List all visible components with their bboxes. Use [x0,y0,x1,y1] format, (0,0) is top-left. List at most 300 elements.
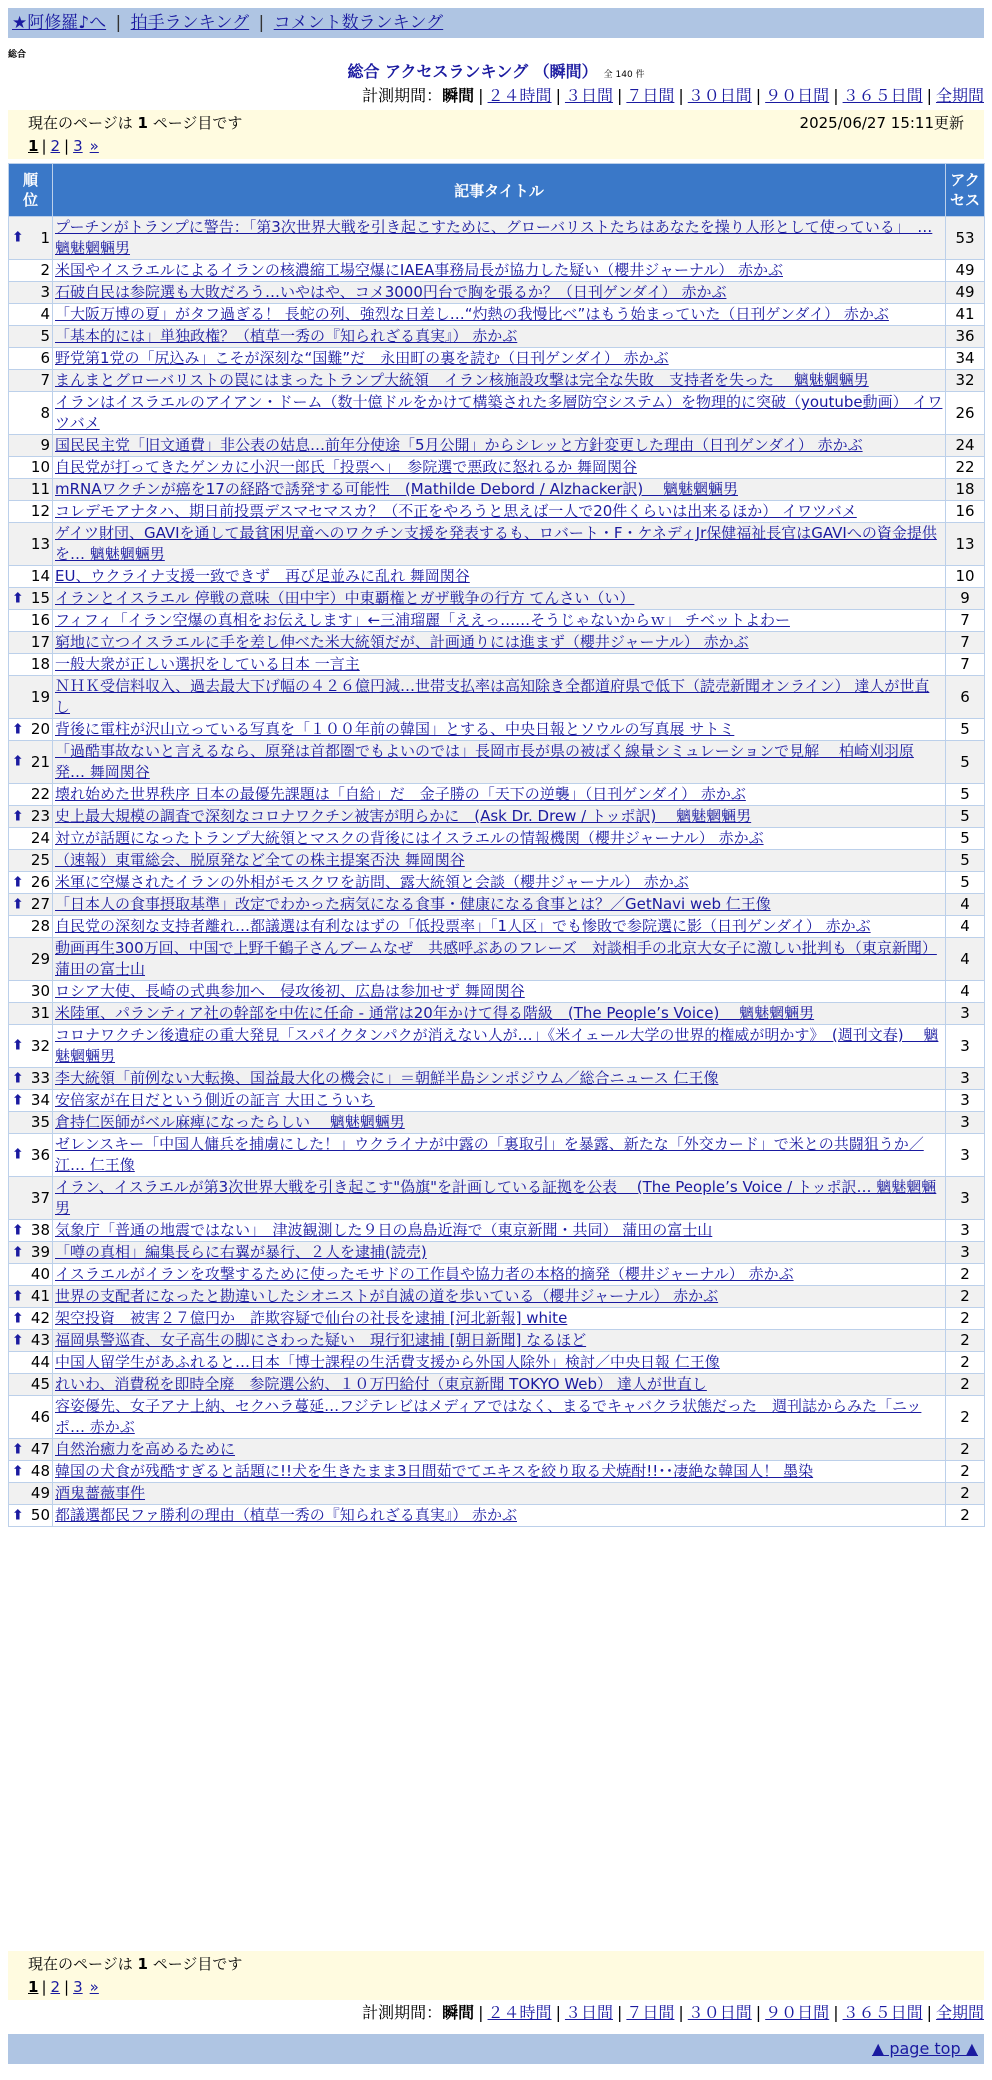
nav-separator: | [115,13,122,33]
period-separator: | [926,86,932,105]
article-title-link[interactable]: イラン、イスラエルが第3次世界大戦を引き起こす"偽旗"を計画している証拠を公表 (The People’s Voice / トッポ訳… 魑魅魍魎男 [55,1178,937,1217]
rank-number: 8 [40,403,50,422]
period-separator: | [555,86,561,105]
rank-number: 1 [40,228,50,247]
table-row [9,1461,985,1483]
period-separator: | [833,2003,839,2022]
title-cell [53,981,946,1003]
table-row [9,916,985,938]
rank-cell [9,1264,53,1286]
period-option-link[interactable]: ７日間 [626,2003,675,2022]
title-cell [53,850,946,872]
title-cell [53,348,946,370]
access-count: 7 [946,610,985,632]
rank-number: 4 [40,305,50,323]
title-cell [53,1439,946,1461]
up-arrow-icon: ⬆ [12,1037,24,1054]
access-header-label: アクセス [949,171,980,209]
rank-cell [9,392,53,435]
table-row [9,326,985,348]
rank-cell [9,1461,53,1483]
rank-cell [9,741,53,784]
access-count: 4 [946,981,985,1003]
rank-number: 35 [30,1113,50,1131]
title-cell [53,1461,946,1483]
rank-header [9,164,53,217]
rank-cell [9,916,53,938]
up-arrow-icon: ⬆ [12,808,24,824]
table-row [9,676,985,719]
access-count: 3 [946,1134,985,1177]
page-info-prefix: 現在のページは [28,114,133,132]
article-title-link[interactable]: 韓国の犬食が残酷すぎると話題に!!犬を生きたまま3日間茹でてエキスを絞り取る犬焼酎!!･･凄絶な韓国人！ 墨染 [55,1462,814,1480]
rank-cell [9,348,53,370]
up-arrow-icon: ⬆ [12,1332,24,1348]
table-row [9,1439,985,1461]
period-separator: | [678,86,684,105]
access-count: 10 [946,566,985,588]
top-nav-bar [8,8,984,38]
article-title-link[interactable]: 都議選都民ファ勝利の理由（植草一秀の『知られざる真実』） 赤かぶ [55,1506,517,1524]
rank-number: 17 [30,633,50,651]
access-count: 3 [946,1242,985,1264]
access-count: 2 [946,1483,985,1505]
period-separator: | [926,2003,932,2022]
article-title-link[interactable]: 自然治癒力を高めるために [55,1440,236,1458]
rank-cell [9,479,53,501]
title-cell [53,938,946,981]
table-row [9,741,985,784]
article-title-link[interactable]: 「過酷事故ないと言えるなら、原発は首都圏でもよいのでは」長岡市長が県の被ばく線量シミュレーションで見解 柏崎刈羽原発… 舞岡関谷 [55,742,914,781]
up-arrow-icon: ⬆ [12,1288,24,1304]
up-arrow-icon: ⬆ [12,1310,24,1326]
rank-number: 20 [30,720,50,738]
bottom-bar [8,2034,984,2064]
title-cell [53,894,946,916]
page-info-prefix: 現在のページは [28,1955,133,1973]
access-count: 3 [946,1025,985,1068]
table-row [9,588,985,610]
rank-cell [9,1090,53,1112]
pager-current-page: 1 [28,1978,39,1996]
rank-number: 13 [30,534,50,553]
rank-number: 24 [30,829,50,847]
article-title-link[interactable]: イランはイスラエルのアイアン・ドーム（数十億ドルをかけて構築された多層防空システム）を物理的に突破（youtube動画） イワツバメ [55,393,943,432]
rank-cell [9,850,53,872]
access-count: 24 [946,435,985,457]
article-title-link[interactable]: 壊れ始めた世界秩序 日本の最優先課題は「自給」だ 金子勝の「天下の逆襲」（日刊ゲンダイ） 赤かぶ [55,785,746,803]
access-count: 9 [946,588,985,610]
table-row [9,1330,985,1352]
article-title-link[interactable]: ＮＨＫ受信料収入、過去最大下げ幅の４２６億円減…世帯支払率は高知除き全都道府県で低下（読売新聞オンライン） 達人が世直し [55,677,930,716]
table-row [9,457,985,479]
rank-number: 12 [30,502,50,520]
rank-number: 40 [30,1265,50,1283]
table-row [9,370,985,392]
rank-number: 46 [30,1407,50,1426]
table-row [9,1112,985,1134]
article-title-link[interactable]: 動画再生300万回、中国で上野千鶴子さんブームなぜ 共感呼ぶあのフレーズ 対談相手の北京大女子に激しい批判も（東京新聞） 蒲田の富士山 [55,939,937,978]
title-cell [53,1068,946,1090]
title-cell [53,479,946,501]
period-option-link[interactable]: ９０日間 [765,86,830,105]
title-cell [53,632,946,654]
rank-number: 22 [30,785,50,803]
page-info-number: 1 [137,1955,148,1973]
table-row [9,1090,985,1112]
access-count: 2 [946,1396,985,1439]
current-page-text [28,113,242,133]
period-separator: | [755,2003,762,2022]
up-arrow-icon: ⬆ [12,1441,24,1457]
article-title-link[interactable]: 史上最大規模の調査で深刻なコロナワクチン被害が明らかに (Ask Dr. Drew / トッポ訳) 魑魅魍魎男 [55,807,752,825]
table-row [9,304,985,326]
pager-separator: | [41,137,47,155]
period-option-link[interactable]: ２４時間 [487,2003,552,2022]
access-count: 13 [946,523,985,566]
article-title-link[interactable]: 容姿優先、女子アナ上納、セクハラ蔓延…フジテレビはメディアではなく、まるでキャバクラ状態だった 週刊誌からみた「ニッポ… 赤かぶ [55,1397,922,1436]
title-cell [53,435,946,457]
rank-cell [9,894,53,916]
table-row [9,610,985,632]
rank-cell [9,1308,53,1330]
title-cell [53,806,946,828]
pager-separator: | [64,137,70,155]
pager-next-link[interactable]: » [89,137,99,155]
article-title-link[interactable]: まんまとグローバリストの罠にはまったトランプ大統領 イラン核施設攻撃は完全な失敗 支持者を失った 魑魅魍魎男 [55,371,869,389]
rank-cell [9,282,53,304]
rank-cell [9,1352,53,1374]
table-row [9,1483,985,1505]
rank-number: 50 [30,1506,50,1524]
table-row [9,392,985,435]
rank-number: 39 [30,1243,50,1261]
pager-page-link[interactable]: 2 [50,1978,61,1996]
rank-number: 33 [30,1069,50,1087]
article-title-link[interactable]: コレデモアナタハ、期日前投票デスマセマスカ？（不正をやろうと思えば一人で20件くらいは出来るほか） イワツバメ [55,502,857,520]
rank-number: 43 [30,1331,50,1349]
rank-number: 32 [30,1036,50,1055]
table-row [9,1286,985,1308]
up-arrow-icon: ⬆ [12,1146,24,1163]
access-count: 16 [946,501,985,523]
access-count: 36 [946,326,985,348]
table-row [9,1264,985,1286]
rank-number: 48 [30,1462,50,1480]
article-title-link[interactable]: 架空投資 被害２７億円か 詐欺容疑で仙台の社長を逮捕 [河北新報] white [55,1309,568,1327]
article-title-link[interactable]: EU、ウクライナ支援一致できず 再び足並みに乱れ 舞岡関谷 [55,567,470,585]
rank-number: 41 [30,1287,50,1305]
rank-number: 26 [30,873,50,891]
title-cell [53,1483,946,1505]
rank-cell [9,501,53,523]
period-current: 瞬間 [442,2003,475,2022]
table-row [9,523,985,566]
article-title-link[interactable]: イランとイスラエル 停戦の意味（田中宇）中東覇権とガザ戦争の行方 てんさい（い） [55,589,635,607]
rank-number: 21 [30,752,50,771]
article-title-link[interactable]: 石破自民は参院選も大敗だろう…いやはや、コメ3000円台で胸を張るか？（日刊ゲンダイ） 赤かぶ [55,283,727,301]
pager-page-link[interactable]: 3 [73,1978,83,1996]
title-cell [53,588,946,610]
title-header: 記事タイトル [53,164,946,217]
title-cell [53,828,946,850]
table-row [9,1308,985,1330]
rank-cell [9,326,53,348]
period-option-link[interactable]: ２４時間 [487,86,552,105]
up-arrow-icon: ⬆ [12,874,24,890]
rank-cell [9,719,53,741]
rank-cell [9,654,53,676]
table-row [9,806,985,828]
access-count: 2 [946,1374,985,1396]
pager-separator: | [41,1978,47,1996]
comment-ranking-link[interactable]: コメント数ランキング [273,13,444,33]
table-row [9,1374,985,1396]
period-option-link[interactable]: ３６５日間 [842,86,923,105]
rank-number: 47 [30,1440,50,1458]
table-row [9,282,985,304]
rank-number: 28 [30,917,50,935]
article-title-link[interactable]: イスラエルがイランを攻撃するために使ったモサドの工作員や協力者の本格的摘発（櫻井ジャーナル） 赤かぶ [55,1265,794,1283]
article-title-link[interactable]: プーチンがトランプに警告：「第3次世界大戦を引き起こすために、グローバリストたちはあなたを操り人形として使っている」 … 魑魅魍魎男 [55,218,933,257]
article-title-link[interactable]: 酒鬼薔薇事件 [55,1484,146,1502]
article-title-link[interactable]: 倉持仁医師がベル麻痺になったらしい 魑魅魍魎男 [55,1113,405,1131]
access-count: 5 [946,741,985,784]
article-title-link[interactable]: 野党第1党の「尻込み」こそが深刻な“国難”だ 永田町の裏を読む（日刊ゲンダイ） 赤かぶ [55,349,669,367]
article-title-link[interactable]: mRNAワクチンが癌を17の経路で誘発する可能性 (Mathilde Debord / Alzhacker訳) 魑魅魍魎男 [55,480,738,498]
title-cell [53,916,946,938]
period-separator: | [478,2003,484,2022]
title-cell [53,1330,946,1352]
access-count: 53 [946,217,985,260]
title-cell [53,654,946,676]
article-title-link[interactable]: 米陸軍、パランティア社の幹部を中佐に任命 - 通常は20年かけて得る階級 (The People’s Voice) 魑魅魍魎男 [55,1004,815,1022]
pager-next-link[interactable]: » [89,1978,99,1996]
access-count: 2 [946,1286,985,1308]
title-cell [53,1242,946,1264]
title-cell [53,457,946,479]
rank-cell [9,457,53,479]
title-cell [53,676,946,719]
rank-number: 45 [30,1375,50,1393]
article-title-link[interactable]: 自民党が打ってきたゲンカに小沢一郎氏「投票へ」 参院選で悪政に怒れるか 舞岡関谷 [55,458,637,476]
table-row [9,260,985,282]
period-option-link[interactable]: ３０日間 [687,2003,752,2022]
article-title-link[interactable]: 自民党の深刻な支持者離れ…都議選は有利なはずの「低投票率」「1人区」でも惨敗で参院選に影（日刊ゲンダイ） 赤かぶ [55,917,871,935]
article-title-link[interactable]: 背後に電柱が沢山立っている写真を「１００年前の韓国」とする、中央日報とソウルの写真展 サトミ [55,720,735,738]
access-count: 7 [946,632,985,654]
rank-cell [9,260,53,282]
access-count: 5 [946,828,985,850]
rank-number: 34 [30,1091,50,1109]
table-row [9,217,985,260]
up-arrow-icon: ⬆ [12,1244,24,1260]
article-title-link[interactable]: フィフィ「イラン空爆の真相をお伝えします」←三浦瑠麗「ええっ……そうじゃないからｗ」 チベットよわー [55,611,790,629]
pager-page-link[interactable]: 2 [50,137,61,155]
table-row [9,1396,985,1439]
title-cell [53,872,946,894]
page-info-suffix: ページ目です [152,1955,243,1973]
access-header [946,164,985,217]
period-option-link[interactable]: ９０日間 [765,2003,830,2022]
table-row [9,1505,985,1527]
rank-number: 25 [30,851,50,869]
period-option-link[interactable]: 全期間 [935,86,984,105]
article-title-link[interactable]: ゼレンスキー「中国人傭兵を捕虜にした！」ウクライナが中露の「裏取引」を暴露、新たな「外交カード」で米との共闘狙うか／江… 仁王像 [55,1135,924,1174]
article-title-link[interactable]: 李大統領「前例ない大転換、国益最大化の機会に」＝朝鮮半島シンポジウム／総合ニュース 仁王像 [55,1069,719,1087]
article-title-link[interactable]: （速報）東電総会、脱原発など全ての株主提案否決 舞岡関谷 [55,851,465,869]
access-count: 26 [946,392,985,435]
rank-cell [9,435,53,457]
title-cell [53,1134,946,1177]
access-count: 2 [946,1439,985,1461]
access-count: 41 [946,304,985,326]
rank-cell [9,784,53,806]
rank-cell [9,1003,53,1025]
page-info-box-top [8,110,984,159]
table-row [9,981,985,1003]
title-cell [53,1090,946,1112]
rank-cell [9,566,53,588]
section-label: 総合 [8,50,27,60]
title-cell [53,1264,946,1286]
rank-number: 11 [30,480,50,498]
access-count: 2 [946,1308,985,1330]
nav-separator: | [258,13,265,33]
access-count: 22 [946,457,985,479]
access-count: 4 [946,894,985,916]
home-link[interactable]: ★阿修羅♪へ [12,13,107,33]
table-row [9,938,985,981]
rank-number: 36 [30,1145,50,1164]
ranking-title: 総合 アクセスランキング （瞬間） [347,62,598,81]
rank-cell [9,1483,53,1505]
rank-number: 37 [30,1188,50,1207]
rank-number: 30 [30,982,50,1000]
period-option-link[interactable]: ３日間 [564,2003,613,2022]
access-count: 32 [946,370,985,392]
period-separator: | [833,86,839,105]
rank-cell [9,981,53,1003]
clap-ranking-link[interactable]: 拍手ランキング [130,13,250,33]
access-count: 3 [946,1177,985,1220]
article-title-link[interactable]: 「日本人の食事摂取基準」改定でわかった病気になる食事・健康になる食事とは？／GetNavi web 仁王像 [55,895,771,913]
rank-cell [9,938,53,981]
period-option-link[interactable]: 全期間 [935,2003,984,2022]
rank-number: 29 [30,949,50,968]
page-info-suffix: ページ目です [152,114,243,132]
article-title-link[interactable]: 米軍に空爆されたイランの外相がモスクワを訪問、露大統領と会談（櫻井ジャーナル） 赤かぶ [55,873,689,891]
access-count: 3 [946,1090,985,1112]
rank-number: 23 [30,807,50,825]
article-title-link[interactable]: 窮地に立つイスラエルに手を差し伸べた米大統領だが、計画通りには進まず（櫻井ジャーナル） 赤かぶ [55,633,749,651]
access-count: 6 [946,676,985,719]
article-title-link[interactable]: 米国やイスラエルによるイランの核濃縮工場空爆にIAEA事務局長が協力した疑い（櫻井ジャーナル） 赤かぶ [55,261,783,279]
rank-number: 2 [40,261,50,279]
pager-bottom [28,1977,964,1997]
rank-number: 18 [30,655,50,673]
ranking-table [8,163,985,1527]
rank-cell [9,1220,53,1242]
up-arrow-icon: ⬆ [12,1092,24,1108]
article-title-link[interactable]: 気象庁「普通の地震ではない」 津波観測した９日の鳥島近海で（東京新聞・共同） 蒲田の富士山 [55,1221,713,1239]
rank-cell [9,1068,53,1090]
access-count: 3 [946,1112,985,1134]
table-row [9,501,985,523]
period-option-link[interactable]: ７日間 [626,86,675,105]
rank-cell [9,1330,53,1352]
article-title-link[interactable]: ロシア大使、長崎の式典参加へ 侵攻後初、広島は参加せず 舞岡関谷 [55,982,525,1000]
article-title-link[interactable]: 国民民主党「旧文通費」非公表の姑息…前年分使途「5月公開」からシレッと方針変更した理由（日刊ゲンダイ） 赤かぶ [55,436,863,454]
title-cell [53,1025,946,1068]
article-title-link[interactable]: 福岡県警巡査、女子高生の脚にさわった疑い 現行犯逮捕 [朝日新聞] なるほど [55,1331,587,1349]
pager-page-link[interactable]: 3 [73,137,83,155]
period-option-link[interactable]: ３日間 [564,86,613,105]
rank-cell [9,1242,53,1264]
access-count: 18 [946,479,985,501]
table-row [9,1242,985,1264]
article-title-link[interactable]: 「基本的には」単独政権？（植草一秀の『知られざる真実』） 赤かぶ [55,327,518,345]
access-count: 5 [946,850,985,872]
article-title-link[interactable]: 安倍家が在日だという側近の証言 大田こういち [55,1091,375,1109]
rank-number: 7 [40,371,50,389]
title-cell [53,1352,946,1374]
access-count: 7 [946,654,985,676]
article-title-link[interactable]: 対立が話題になったトランプ大統領とマスクの背後にはイスラエルの情報機関（櫻井ジャーナル） 赤かぶ [55,829,764,847]
rank-number: 10 [30,458,50,476]
period-selector-top [8,86,984,106]
total-count: 全 140 件 [603,70,645,80]
rank-number: 44 [30,1353,50,1371]
rank-cell [9,632,53,654]
article-title-link[interactable]: 中国人留学生があふれると…日本「博士課程の生活費支援から外国人除外」検討／中央日報 仁王像 [55,1353,720,1371]
article-title-link[interactable]: 「噂の真相」編集長らに右翼が暴行、２人を逮捕(読売) [55,1243,427,1261]
title-cell [53,566,946,588]
access-count: 5 [946,784,985,806]
rank-number: 6 [40,349,50,367]
period-label: 計測期間： [362,86,443,105]
article-title-link[interactable]: れいわ、消費税を即時全廃 参院選公約、１０万円給付（東京新聞 TOKYO Web） 達人が世直し [55,1375,707,1393]
table-row [9,479,985,501]
rank-cell [9,1439,53,1461]
period-option-link[interactable]: ３６５日間 [842,2003,923,2022]
rank-number: 5 [40,327,50,345]
rank-cell [9,1505,53,1527]
period-option-link[interactable]: ３０日間 [687,86,752,105]
article-title-link[interactable]: コロナワクチン後遺症の重大発見「スパイクタンパクが消えない人が…」《米イェール大学の世界的権威が明かす》 (週刊文春) 魑魅魍魎男 [55,1026,939,1065]
period-separator: | [478,86,484,105]
access-count: 49 [946,260,985,282]
title-cell [53,741,946,784]
access-count: 5 [946,806,985,828]
article-title-link[interactable]: 一般大衆が正しい選択をしている日本 一言主 [55,655,360,673]
article-title-link[interactable]: ゲイツ財団、GAVIを通して最貧困児童へのワクチン支援を発表するも、ロバート・F・ケネディJr保健福祉長官はGAVIへの資金提供を… 魑魅魍魎男 [55,524,937,563]
page-top-link[interactable]: ▲ page top ▲ [871,2039,978,2058]
rank-number: 15 [30,589,50,607]
period-separator: | [555,2003,561,2022]
page-info-number: 1 [137,114,148,132]
access-count: 3 [946,1068,985,1090]
period-current: 瞬間 [442,86,475,105]
period-selector-bottom [8,2003,984,2023]
up-arrow-icon: ⬆ [12,896,24,912]
table-row [9,1068,985,1090]
article-title-link[interactable]: 「大阪万博の夏」がタフ過ぎる！ 長蛇の列、強烈な日差し…“灼熱の我慢比べ”はもう始まっていた（日刊ゲンダイ） 赤かぶ [55,305,889,323]
rank-cell [9,872,53,894]
article-title-link[interactable]: 世界の支配者になったと勘違いしたシオニストが自滅の道を歩いている（櫻井ジャーナル） 赤かぶ [55,1287,719,1305]
title-cell [53,1177,946,1220]
title-cell [53,1220,946,1242]
